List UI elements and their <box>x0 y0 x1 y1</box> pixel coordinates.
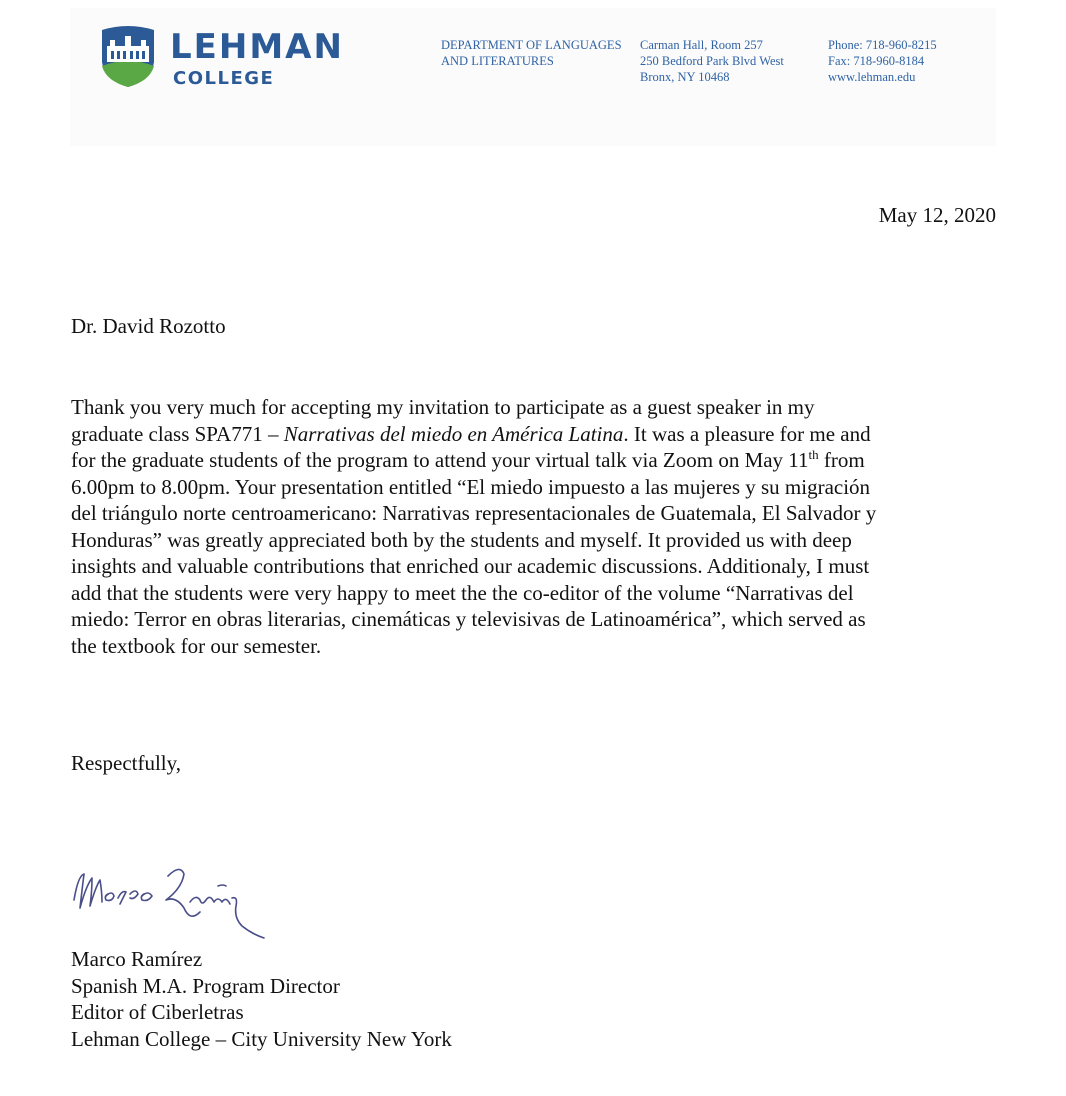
signer-role: Editor of Ciberletras <box>71 1000 244 1024</box>
lehman-college-logo <box>98 24 158 88</box>
body-line: miedo: Terror en obras literarias, cinemáticas y televisivas de Latinoamérica”, which served as <box>71 607 866 631</box>
body-line: Honduras” was greatly appreciated both by the students and myself. It provided us with deep <box>71 527 852 552</box>
signer-name: Marco Ramírez <box>71 947 203 971</box>
address-line: Carman Hall, Room 257 <box>640 38 763 52</box>
body-line: 6.00pm to 8.00pm. Your presentation entitled “El miedo impuesto a las mujeres y su migración <box>71 474 871 499</box>
fax-line: Fax: 718-960-8184 <box>828 54 925 68</box>
address-block <box>640 37 784 85</box>
address-line: 250 Bedford Park Blvd West <box>640 54 784 68</box>
body-line: add that the students were very happy to meet the the co-editor of the volume “Narrativas del <box>71 580 854 605</box>
logo-wordmark: LEHMAN <box>170 27 344 67</box>
body-line: Thank you very much for accepting my invitation to participate as a guest speaker in my <box>71 395 815 419</box>
closing: Respectfully, <box>71 751 182 775</box>
website-link[interactable]: www.lehman.edu <box>828 70 916 84</box>
course-title: Narrativas del miedo en América Latina <box>283 421 624 446</box>
address-line: Bronx, NY 10468 <box>640 70 730 84</box>
letter-body <box>71 394 971 659</box>
contact-block <box>828 37 937 85</box>
signer-title: Spanish M.A. Program Director <box>71 973 340 998</box>
handwritten-signature <box>68 856 282 946</box>
body-line: the textbook for our semester. <box>71 633 322 658</box>
signer-institution: Lehman College – City University New York <box>71 1026 452 1051</box>
signature-block <box>71 946 452 1052</box>
letter-date: May 12, 2020 <box>878 203 996 227</box>
department-line: AND LITERATURES <box>441 54 554 68</box>
logo-subtitle: COLLEGE <box>173 68 275 89</box>
recipient-name: Dr. David Rozotto <box>71 314 226 338</box>
department-block <box>441 37 622 69</box>
body-line: graduate class SPA771 – Narrativas del miedo en América Latina. It was a pleasure for me and <box>71 421 871 446</box>
phone-line: Phone: 718-960-8215 <box>828 38 937 52</box>
body-line: insights and valuable contributions that enriched our academic discussions. Additionaly, I must <box>71 554 870 578</box>
department-line: DEPARTMENT OF LANGUAGES <box>441 38 622 52</box>
letterhead <box>70 8 996 146</box>
body-line: del triángulo norte centroamericano: Narrativas representacionales de Guatemala, El Salvador y <box>71 501 877 525</box>
body-line: for the graduate students of the program to attend your virtual talk via Zoom on May 11th from <box>71 447 865 472</box>
